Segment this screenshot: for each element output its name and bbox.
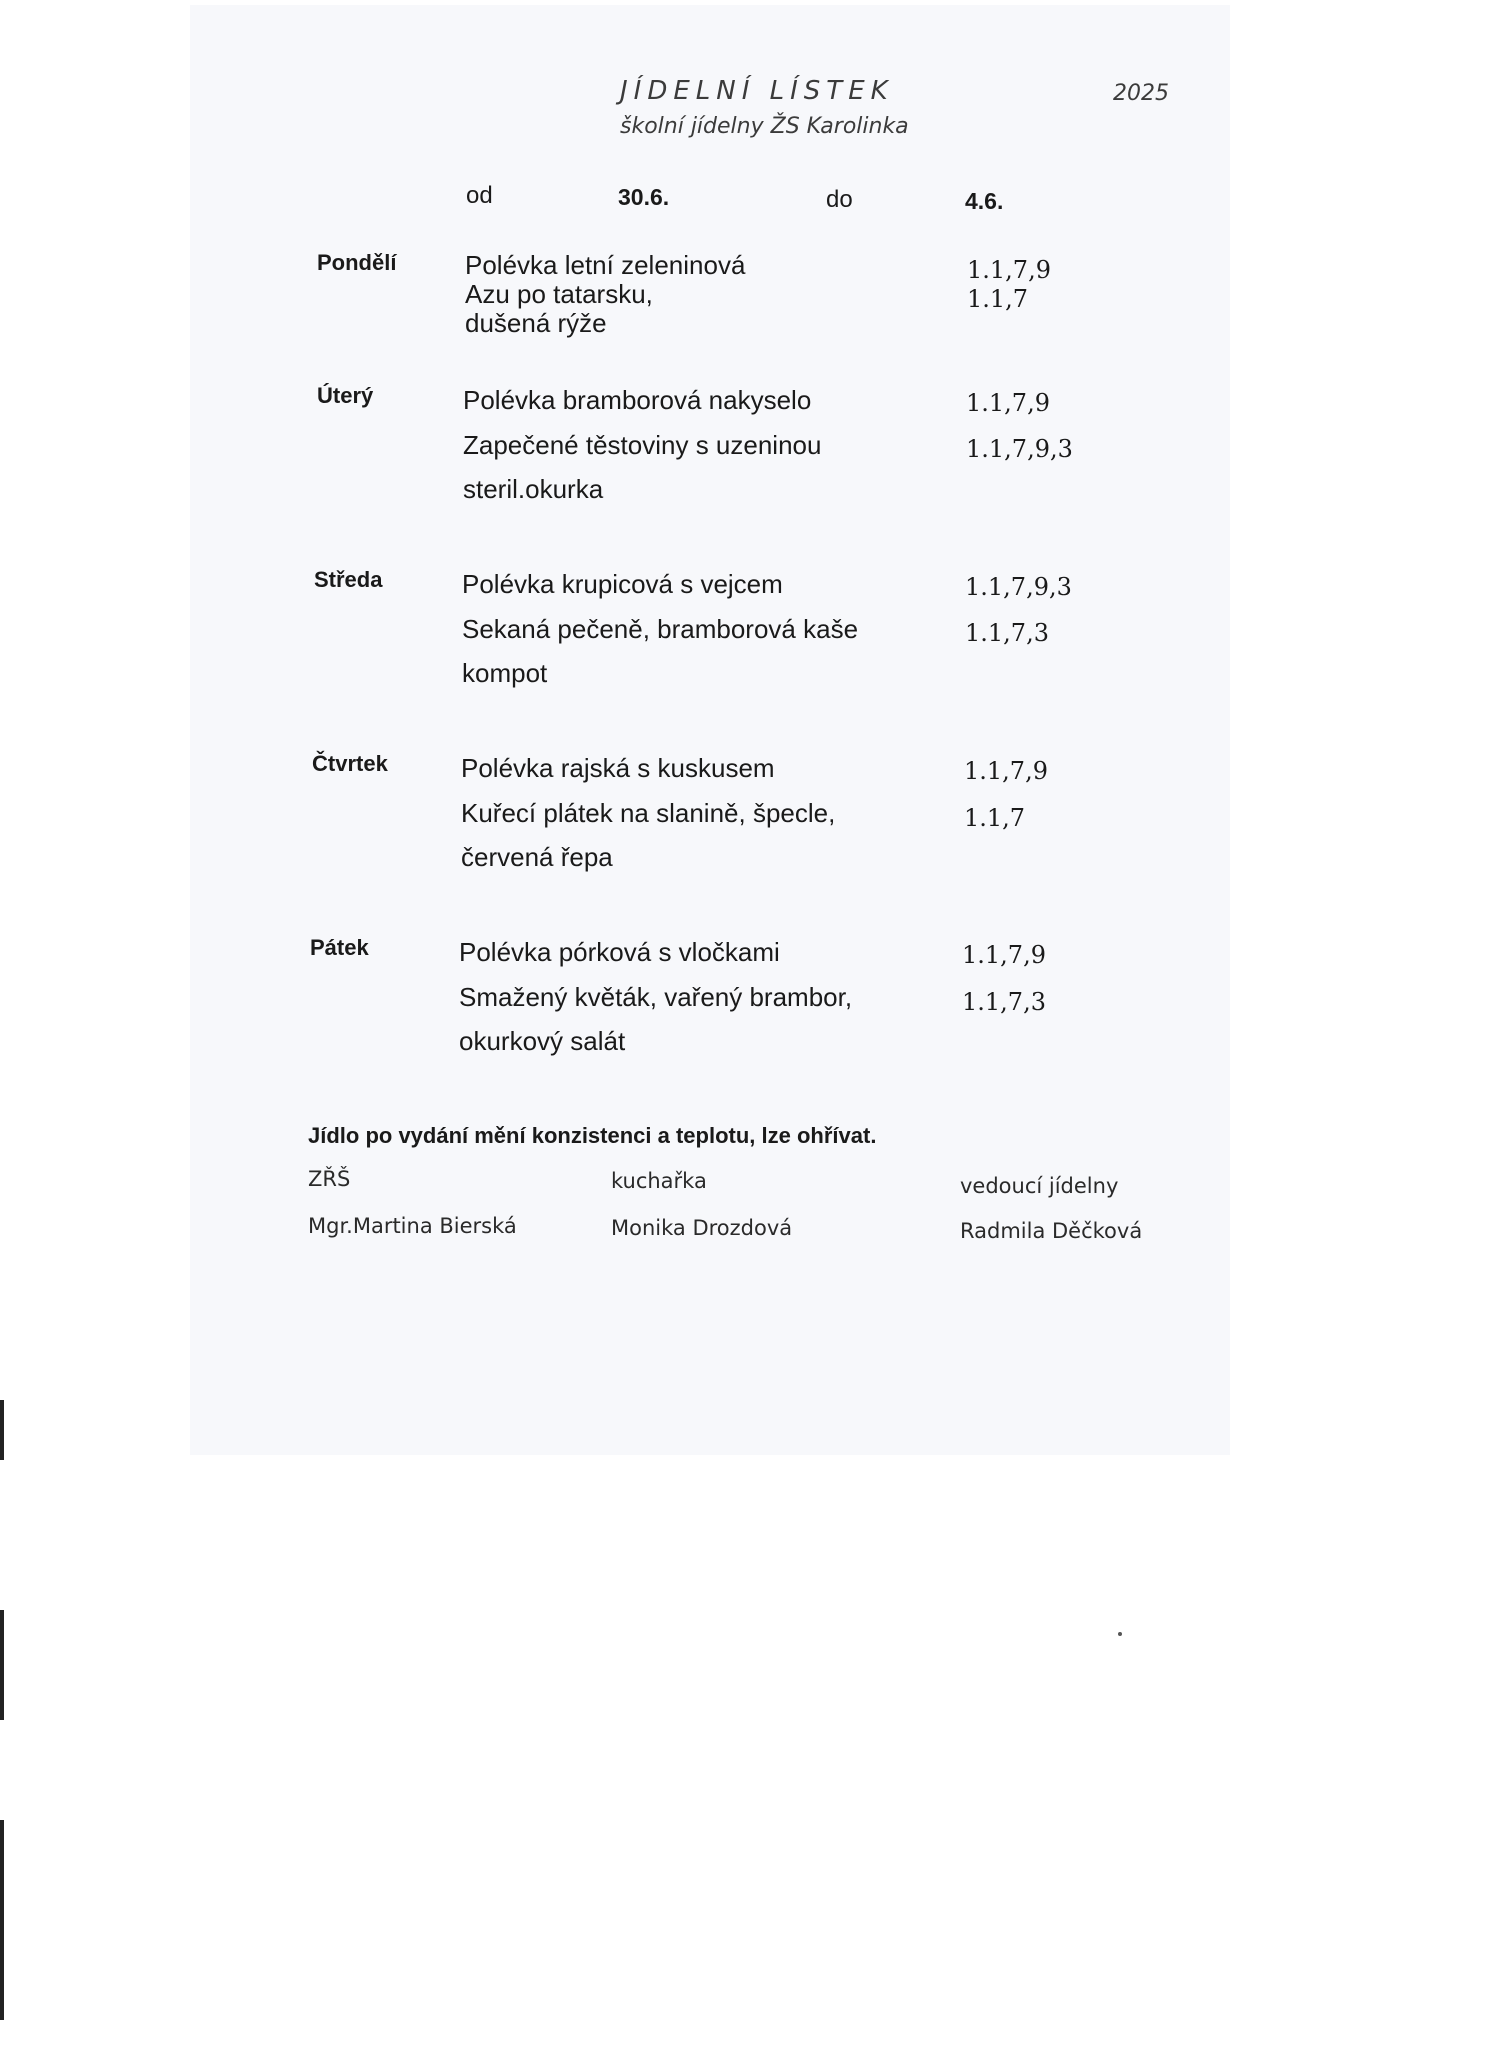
day-name: Čtvrtek [312,751,388,776]
side-dish: dušená rýže [465,308,607,338]
period-to-label: do [826,186,853,213]
menu-subtitle: školní jídelny ŽS Karolinka [620,114,909,139]
signature-name-deputy: Mgr.Martina Bierská [308,1214,517,1238]
soup: Polévka bramborová nakyselo [463,385,812,415]
signature-role-manager: vedoucí jídelny [960,1174,1119,1198]
menu-year: 2025 [1113,81,1169,106]
main-allergens: 1.1,7 [967,285,1029,313]
side-dish: steril.okurka [463,474,604,504]
soup-allergens: 1.1,7,9 [964,757,1048,785]
side-dish: červená řepa [461,842,613,872]
period-from-label: od [466,182,493,209]
menu-title: JÍDELNÍ LÍSTEK [620,76,894,106]
signature-name-manager: Radmila Děčková [960,1219,1143,1243]
scan-edge-mark [0,1820,4,2020]
main-dish: Sekaná pečeně, bramborová kaše [462,614,859,644]
soup-allergens: 1.1,7,9 [967,256,1051,284]
period-from-date: 30.6. [618,184,670,210]
soup-allergens: 1.1,7,9 [966,389,1050,417]
signature-name-cook: Monika Drozdová [611,1216,793,1240]
scan-edge-mark [0,1610,4,1720]
main-allergens: 1.1,7,3 [965,619,1049,647]
main-dish: Zapečené těstoviny s uzeninou [463,430,822,460]
day-name: Středa [314,567,383,592]
side-dish: okurkový salát [459,1026,626,1056]
soup: Polévka letní zeleninová [465,250,746,280]
scan-edge-mark [0,1400,4,1460]
soup: Polévka krupicová s vejcem [462,569,783,599]
main-allergens: 1.1,7,3 [962,988,1046,1016]
side-dish: kompot [462,658,548,688]
day-name: Pondělí [317,250,397,275]
main-dish: Smažený květák, vařený brambor, [459,982,853,1012]
main-allergens: 1.1,7,9,3 [966,435,1073,463]
signature-role-cook: kuchařka [611,1169,707,1193]
signature-role-deputy: ZŘŠ [308,1167,351,1191]
day-name: Pátek [310,935,369,960]
main-dish: Azu po tatarsku, [465,279,653,309]
soup: Polévka pórková s vločkami [459,937,780,967]
serving-note: Jídlo po vydání mění konzistenci a teplotu, lze ohřívat. [308,1123,877,1148]
main-allergens: 1.1,7 [964,804,1026,832]
main-dish: Kuřecí plátek na slanině, špecle, [461,798,836,828]
day-name: Úterý [317,383,374,408]
soup-allergens: 1.1,7,9 [962,941,1046,969]
soup-allergens: 1.1,7,9,3 [965,573,1072,601]
scan-speck [1118,1632,1122,1636]
period-to-date: 4.6. [965,188,1004,214]
soup: Polévka rajská s kuskusem [461,753,775,783]
